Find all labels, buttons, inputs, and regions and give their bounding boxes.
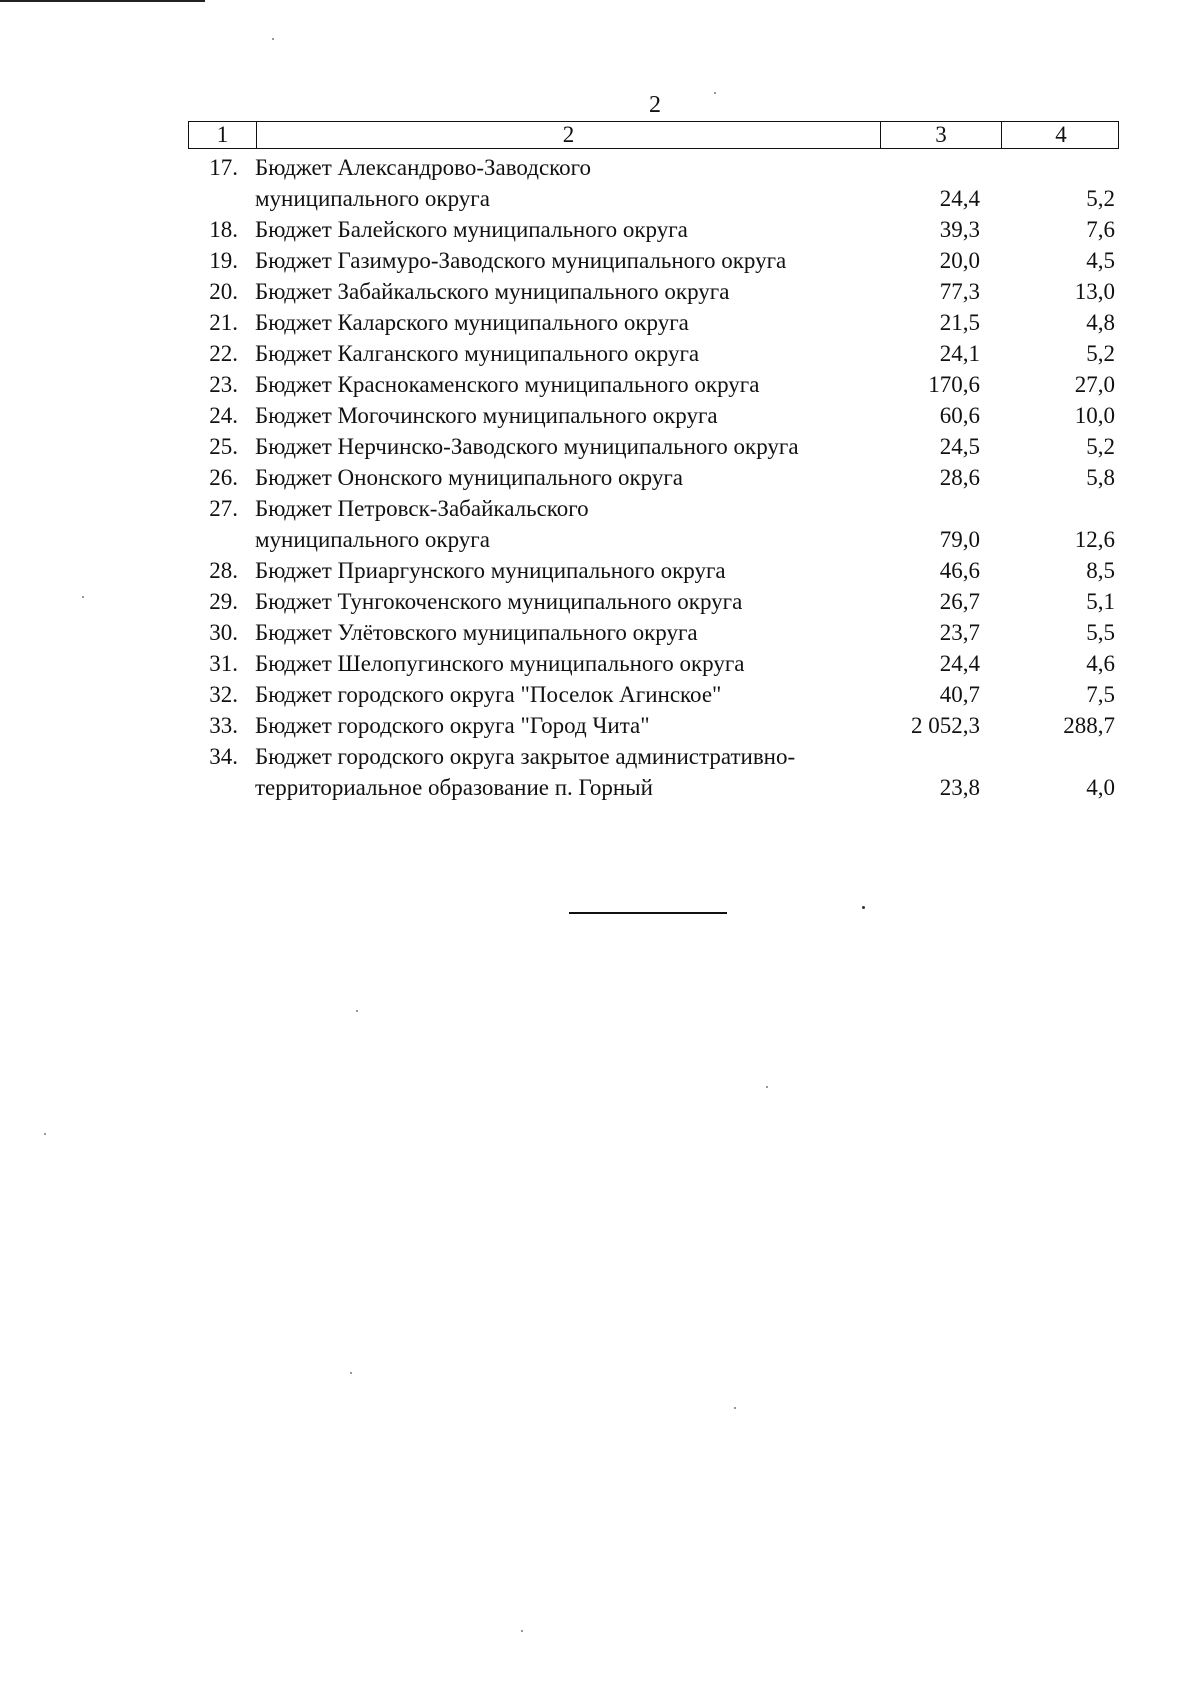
table-row [188,431,1119,462]
row-number: 19. [209,248,238,273]
row-value-col4: 4,6 [1086,651,1115,676]
row-budget-name: Бюджет Приаргунского муниципального округа [255,558,726,583]
row-value-col3: 24,4 [939,651,980,676]
row-budget-name: Бюджет городского округа закрытое административно- территориальное образование п. Горный [255,744,796,800]
row-value-col3: 28,6 [939,465,980,490]
row-value-col3: 23,8 [939,775,980,800]
scan-speck [82,596,84,598]
row-value-col4: 10,0 [1074,403,1115,428]
row-value-col3: 39,3 [939,217,980,242]
scan-speck [44,1133,46,1135]
scan-speck [356,1010,358,1012]
table-row [188,679,1119,710]
row-budget-name: Бюджет Газимуро-Заводского муниципального округа [255,248,787,273]
row-number: 18. [209,217,238,242]
row-value-col4: 5,5 [1086,620,1115,645]
row-budget-name: Бюджет Тунгокоченского муниципального округа [255,589,743,614]
table-row [188,741,1119,803]
header-col-2: 2 [257,122,881,148]
header-col-4: 4 [1055,122,1067,147]
scan-edge-line [0,0,205,2]
row-value-col4: 4,0 [1086,775,1115,800]
row-number: 20. [209,279,238,304]
row-value-col3: 24,4 [939,186,980,211]
table-row [188,493,1119,555]
table-row [188,648,1119,679]
row-number: 23. [209,372,238,397]
row-value-col4: 4,8 [1086,310,1115,335]
row-value-col4: 5,2 [1086,341,1115,366]
scan-speck [714,92,716,94]
table-row [188,152,1119,214]
page-number: 2 [649,92,661,118]
row-number: 34. [209,744,238,769]
row-value-col3: 23,7 [939,620,980,645]
table-row [188,307,1119,338]
row-value-col4: 8,5 [1086,558,1115,583]
row-budget-name: Бюджет Балейского муниципального округа [255,217,688,242]
row-value-col3: 60,6 [939,403,980,428]
row-value-col3: 21,5 [939,310,980,335]
row-value-col3: 79,0 [939,527,980,552]
row-budget-name: Бюджет Могочинского муниципального округа [255,403,718,428]
row-value-col4: 12,6 [1074,527,1115,552]
row-value-col3: 77,3 [939,279,980,304]
row-budget-name: Бюджет городского округа "Город Чита" [255,713,650,738]
row-value-col4: 7,6 [1086,217,1115,242]
table-row [188,710,1119,741]
budget-table-body [188,152,1119,803]
row-budget-name: Бюджет Улётовского муниципального округа [255,620,698,645]
row-number: 26. [209,465,238,490]
row-value-col3: 20,0 [939,248,980,273]
row-number: 33. [209,713,238,738]
row-value-col4: 5,8 [1086,465,1115,490]
row-number: 17. [209,155,238,180]
row-value-col4: 27,0 [1074,372,1115,397]
row-number: 28. [209,558,238,583]
scan-speck [521,1630,523,1632]
header-col-1: 1 [189,122,257,148]
row-number: 22. [209,341,238,366]
row-value-col4: 7,5 [1086,682,1115,707]
header-col-3: 3 [881,122,1002,148]
row-number: 31. [209,651,238,676]
row-budget-name: Бюджет Краснокаменского муниципального округа [255,372,760,397]
row-value-col3: 24,5 [939,434,980,459]
row-number: 21. [209,310,238,335]
row-value-col3: 40,7 [939,682,980,707]
scan-speck [734,1407,736,1409]
row-budget-name: Бюджет Каларского муниципального округа [255,310,689,335]
row-budget-name: Бюджет Петровск-Забайкальского муниципального округа [255,496,589,552]
row-budget-name: Бюджет Ононского муниципального округа [255,465,683,490]
table-row [188,555,1119,586]
row-value-col3: 26,7 [939,589,980,614]
table-row [188,586,1119,617]
table-header [188,121,1119,149]
row-number: 25. [209,434,238,459]
row-value-col4: 5,2 [1086,186,1115,211]
row-budget-name: Бюджет Шелопугинского муниципального округа [255,651,745,676]
table-row [188,462,1119,493]
row-value-col3: 24,1 [939,341,980,366]
row-budget-name: Бюджет Нерчинско-Заводского муниципального округа [255,434,799,459]
row-budget-name: Бюджет Калганского муниципального округа [255,341,700,366]
row-value-col4: 13,0 [1074,279,1115,304]
scan-speck [272,38,274,40]
row-value-col4: 5,1 [1086,589,1115,614]
scan-speck [766,1086,768,1088]
end-of-document-rule [569,912,727,914]
row-number: 30. [209,620,238,645]
table-row [188,245,1119,276]
table-row [188,276,1119,307]
table-row [188,338,1119,369]
row-number: 24. [209,403,238,428]
row-budget-name: Бюджет Забайкальского муниципального округа [255,279,730,304]
row-value-col3: 170,6 [928,372,980,397]
row-budget-name: Бюджет Александрово-Заводского муниципального округа [255,155,592,211]
row-number: 27. [209,496,238,521]
row-budget-name: Бюджет городского округа "Поселок Агинское" [255,682,722,707]
table-row [188,617,1119,648]
row-value-col3: 46,6 [939,558,980,583]
row-number: 32. [209,682,238,707]
table-row [188,369,1119,400]
row-value-col4: 4,5 [1086,248,1115,273]
row-value-col4: 288,7 [1063,713,1115,738]
scan-speck [350,1372,352,1374]
row-number: 29. [209,589,238,614]
table-row [188,400,1119,431]
table-row [188,214,1119,245]
row-value-col4: 5,2 [1086,434,1115,459]
scan-speck [862,906,865,909]
row-value-col3: 2 052,3 [911,713,980,738]
